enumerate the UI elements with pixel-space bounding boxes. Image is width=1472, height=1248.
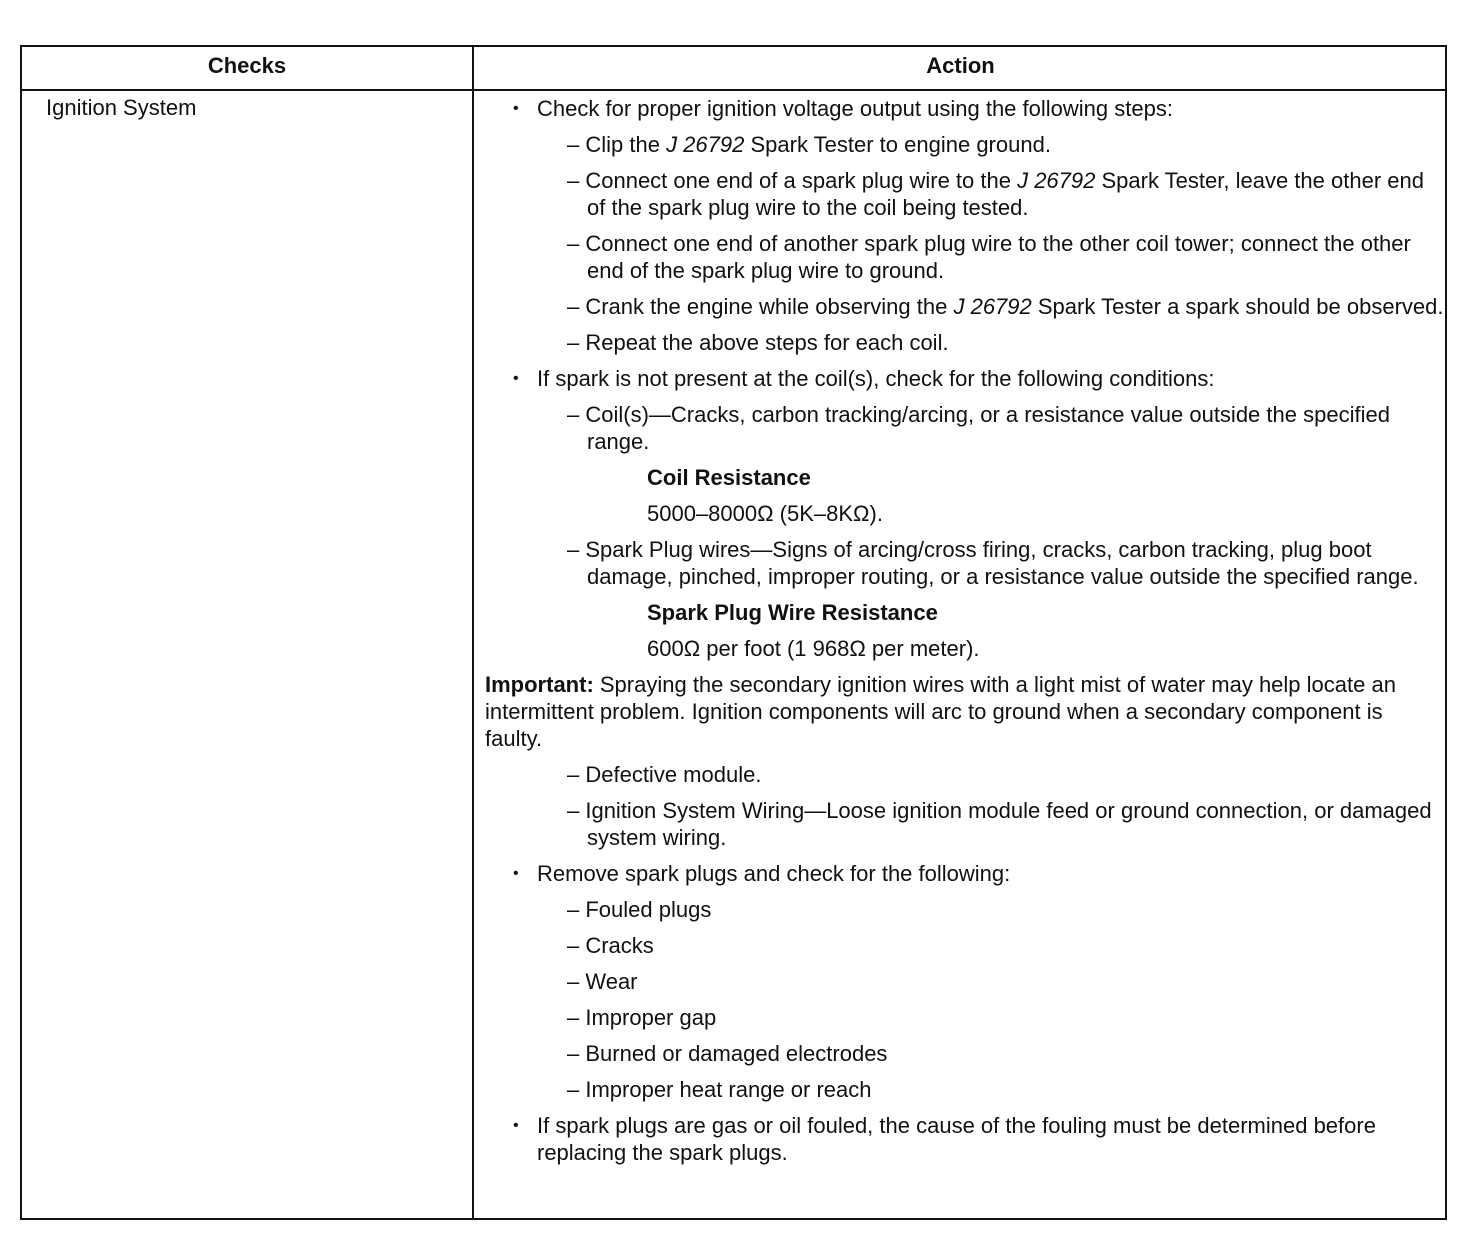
action-sub-item [485, 761, 1445, 788]
important-note [485, 671, 1445, 752]
action-bullet [485, 1112, 1445, 1166]
action-sub-item [485, 968, 1445, 995]
sub-item-text: – Spark Plug wires—Signs of arcing/cross firing, cracks, carbon tracking, plug boot damage, pinched, improper routing, or a resistance value outside the specified range. [567, 537, 1419, 589]
tool-reference: J 26792 [953, 294, 1032, 319]
sub-item-text: – Wear [567, 969, 638, 994]
action-sub-item [485, 230, 1445, 284]
action-sub-item [485, 932, 1445, 959]
sub-item-text: – Cracks [567, 933, 654, 958]
sub-item-text: – Burned or damaged electrodes [567, 1041, 888, 1066]
action-bullet-text: Remove spark plugs and check for the following: [537, 861, 1011, 886]
action-sub-item [485, 329, 1445, 356]
sub-item-text: – Repeat the above steps for each coil. [567, 330, 949, 355]
spec-title: Coil Resistance [647, 465, 811, 490]
check-cell: Ignition System [46, 95, 197, 120]
action-sub-item [485, 1004, 1445, 1031]
action-sub-item [485, 536, 1445, 590]
action-bullet [485, 365, 1445, 392]
action-cell [485, 95, 1445, 1175]
action-sub-item [485, 896, 1445, 923]
action-bullet-text: If spark plugs are gas or oil fouled, the cause of the fouling must be determined before replacing the spark plugs. [537, 1113, 1376, 1165]
action-bullet-text: Check for proper ignition voltage output using the following steps: [537, 96, 1173, 121]
sub-item-text: – Crank the engine while observing the [567, 294, 954, 319]
sub-item-text: – Connect one end of another spark plug wire to the other coil tower; connect the other end of the spark plug wire to ground. [567, 231, 1411, 283]
sub-item-text: Spark Tester a spark should be observed. [1031, 294, 1444, 319]
action-bullet [485, 95, 1445, 122]
action-sub-item [485, 167, 1445, 221]
action-sub-item [485, 131, 1445, 158]
spec-value: 5000–8000Ω (5K–8KΩ). [647, 501, 883, 526]
action-bullet-text: If spark is not present at the coil(s), check for the following conditions: [537, 366, 1215, 391]
sub-item-text: – Clip the [567, 132, 667, 157]
action-sub-item [485, 797, 1445, 851]
important-label: Important: [485, 672, 594, 697]
sub-item-text: – Fouled plugs [567, 897, 712, 922]
sub-item-text: – Ignition System Wiring—Loose ignition module feed or ground connection, or damaged system wiring. [567, 798, 1432, 850]
action-sub-item [485, 293, 1445, 320]
sub-item-text: Spark Tester, leave the other end of the spark plug wire to the coil being tested. [587, 168, 1424, 220]
sub-item-text: – Coil(s)—Cracks, carbon tracking/arcing, or a resistance value outside the specified range. [567, 402, 1390, 454]
action-bullet [485, 860, 1445, 887]
important-text: Spraying the secondary ignition wires with a light mist of water may help locate an intermittent problem. Ignition components will arc to ground when a secondary component is faulty. [485, 672, 1396, 751]
sub-item-text: – Defective module. [567, 762, 762, 787]
column-divider [472, 47, 474, 1218]
column-header-checks: Checks [207, 53, 287, 78]
column-header-action: Action [926, 53, 995, 78]
sub-item-text: – Improper heat range or reach [567, 1077, 872, 1102]
sub-item-text: Spark Tester to engine ground. [744, 132, 1051, 157]
sub-item-text: – Improper gap [567, 1005, 717, 1030]
action-sub-item [485, 1076, 1445, 1103]
action-sub-item [485, 401, 1445, 455]
tool-reference: J 26792 [1017, 168, 1096, 193]
action-sub-item [485, 1040, 1445, 1067]
sub-item-text: – Connect one end of a spark plug wire to the [567, 168, 1018, 193]
diagnostic-table [20, 45, 1447, 1220]
spec-title: Spark Plug Wire Resistance [647, 600, 938, 625]
tool-reference: J 26792 [666, 132, 745, 157]
spec-value: 600Ω per foot (1 968Ω per meter). [647, 636, 980, 661]
header-rule [22, 89, 1445, 91]
